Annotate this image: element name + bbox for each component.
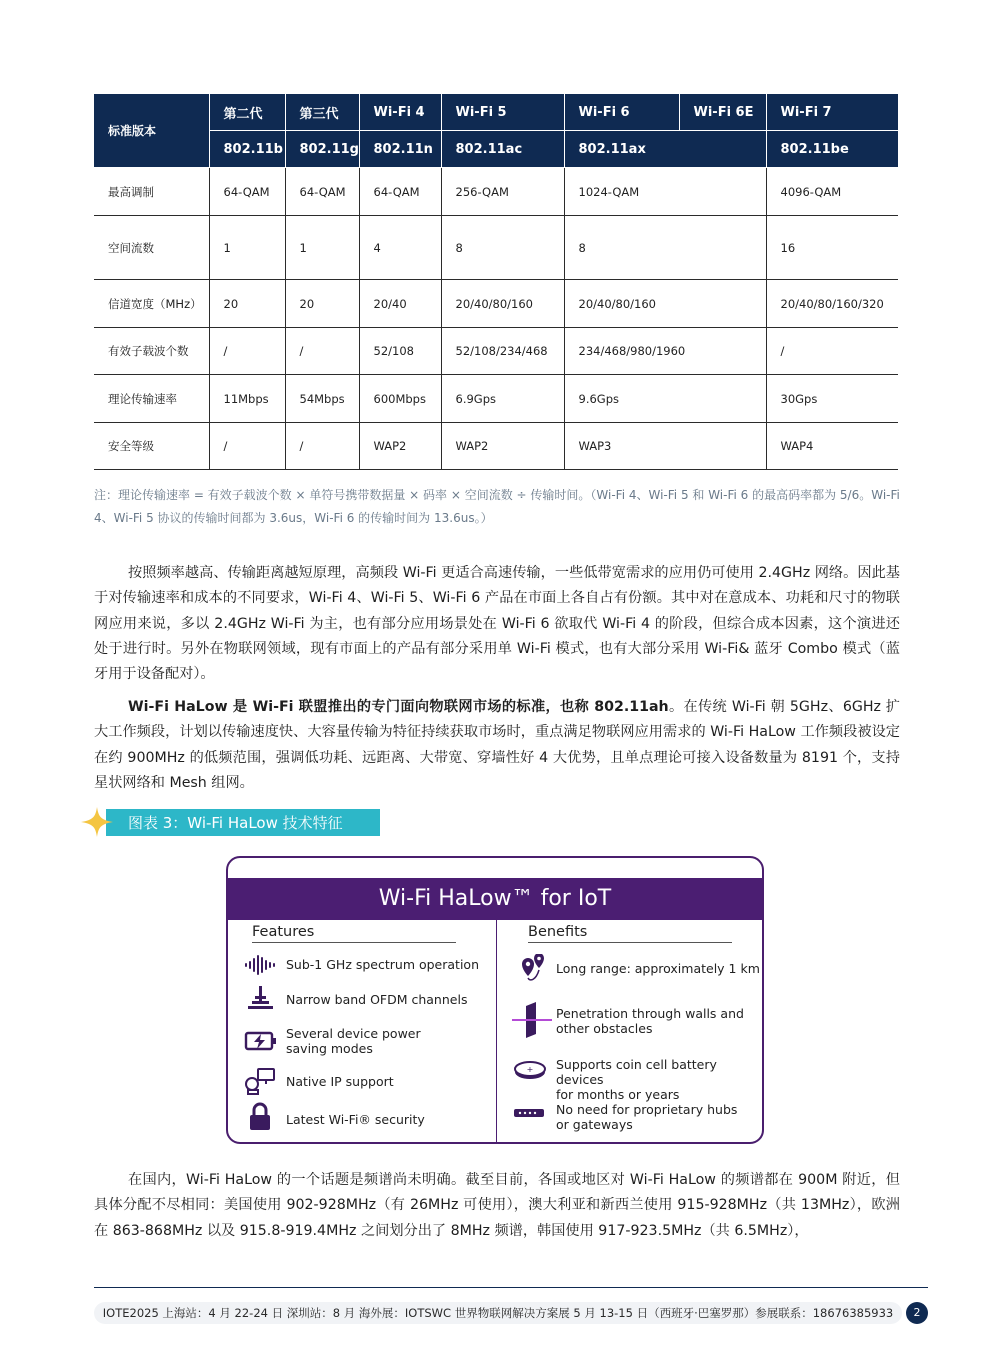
feature-power-saving [286, 1026, 421, 1056]
table-row [94, 216, 898, 280]
benefit-penetration-line2: other obstacles [556, 1021, 653, 1036]
table-row [94, 280, 898, 328]
table-cell: 54Mbps [285, 375, 359, 423]
table-cell: 64-QAM [285, 168, 359, 216]
table-cell: 20/40 [359, 280, 441, 328]
feature-power-saving-line2: saving modes [286, 1041, 373, 1056]
table-cell: 1 [285, 216, 359, 280]
paragraph-wifi-bands: 按照频率越高、传输距离越短原理，高频段 Wi-Fi 更适合高速传输，一些低带宽需求的应用仍可使用 2.4GHz 网络。因此基于对传输速率和成本的不同要求，Wi-Fi 4、Wi-Fi 5、Wi-Fi 6 产品在市面上各自占有份额。其中对在意成本、功耗和尺寸的物联网应用来说，多以 2.4GHz Wi-Fi 为主，也有部分应用场景处在 Wi-Fi 6 欲取代 Wi-Fi 4 的阶段，但综合成本因素，这个演进还处于进行时。另外在物联网领域，现有市面上的产品有部分采用单 Wi-Fi 模式，也有大部分采用 Wi-Fi& 蓝牙 Combo 模式（蓝牙用于设备配对）。 [94, 565, 900, 683]
features-title: Features [252, 924, 456, 943]
wifi-standards-table [94, 94, 898, 470]
protocol-80211g: 802.11g [285, 131, 359, 168]
table-cell: 64-QAM [359, 168, 441, 216]
footer-divider [94, 1287, 928, 1288]
paragraph-halow-spectrum: 在国内，Wi-Fi HaLow 的一个话题是频谱尚未明确。截至目前，各国或地区对 Wi-Fi HaLow 的频谱都在 900M 附近，但具体分配不尽相同：美国使用 902-928MHz（有 26MHz 可使用），澳大利亚和新西兰使用 915-928MHz（共 13MHz），欧洲在 863-868MHz 以及 915.8-919.4MHz 之间划分出了 8MHz 频谱，韩国使用 917-923.5MHz（共 6.5MHz）， [94, 1172, 900, 1239]
header-gen-2: 第二代 [209, 94, 285, 131]
table-cell: 234/468/980/1960 [564, 328, 766, 375]
feature-ofdm: Narrow band OFDM channels [286, 992, 468, 1007]
table-cell: 30Gps [766, 375, 898, 423]
table-cell: WAP4 [766, 423, 898, 470]
spectrum-icon [244, 954, 278, 976]
table-row [94, 328, 898, 375]
table-cell: 600Mbps [359, 375, 441, 423]
table-cell: 20/40/80/160 [441, 280, 564, 328]
table-cell: 20 [209, 280, 285, 328]
table-cell: 52/108 [359, 328, 441, 375]
halow-banner-title: Wi-Fi HaLow™ for IoT [228, 878, 762, 920]
table-cell: 64-QAM [209, 168, 285, 216]
protocol-80211n: 802.11n [359, 131, 441, 168]
header-wifi6: Wi-Fi 6 [564, 94, 679, 131]
benefit-no-hubs-line2: or gateways [556, 1117, 633, 1132]
row-label: 空间流数 [94, 216, 209, 280]
table-cell: 9.6Gps [564, 375, 766, 423]
benefit-penetration-line1: Penetration through walls and [556, 1006, 744, 1021]
table-cell: 11Mbps [209, 375, 285, 423]
table-row [94, 423, 898, 470]
row-label: 最高调制 [94, 168, 209, 216]
benefits-title: Benefits [528, 924, 732, 943]
benefit-long-range: Long range: approximately 1 km [556, 961, 760, 976]
table-cell: WAP2 [359, 423, 441, 470]
halow-intro-rest: 。在传统 Wi-Fi 朝 5GHz、6GHz 扩大工作频段，计划以传输速度快、大容量传输为特征持续获取市场时，重点满足物联网应用需求的 Wi-Fi HaLow 工作频段被设定在约 900MHz 的低频范围，强调低功耗、远距离、大带宽、穿墙性好 4 大优势，且单点理论可接入设备数量为 8191 个，支持星状网络和 Mesh 组网。 [94, 699, 900, 791]
table-cell: WAP2 [441, 423, 564, 470]
table-cell: 20/40/80/160/320 [766, 280, 898, 328]
figure-label [80, 806, 380, 838]
table-cell: 4096-QAM [766, 168, 898, 216]
network-ip-icon [244, 1066, 278, 1096]
feature-power-saving-line1: Several device power [286, 1026, 421, 1041]
table-cell: / [766, 328, 898, 375]
paragraph-halow-intro [94, 695, 900, 796]
table-cell: / [209, 423, 285, 470]
hub-icon [512, 1106, 546, 1120]
table-cell: WAP3 [564, 423, 766, 470]
table-cell: 8 [564, 216, 766, 280]
table-cell: 256-QAM [441, 168, 564, 216]
benefit-penetration [556, 1006, 744, 1036]
table-row [94, 168, 898, 216]
feature-security: Latest Wi-Fi® security [286, 1112, 425, 1127]
header-wifi4: Wi-Fi 4 [359, 94, 441, 131]
coin-cell-icon [512, 1058, 548, 1082]
benefit-coin-cell-line1: Supports coin cell battery devices [556, 1057, 717, 1087]
halow-bold-lead: Wi-Fi HaLow 是 Wi-Fi 联盟推出的专门面向物联网市场的标准，也称 802.11ah [128, 699, 669, 715]
row-label: 理论传输速率 [94, 375, 209, 423]
benefit-coin-cell-line2: for months or years [556, 1087, 680, 1102]
table-cell: 16 [766, 216, 898, 280]
table-cell: / [285, 328, 359, 375]
table-row [94, 375, 898, 423]
protocol-80211ac: 802.11ac [441, 131, 564, 168]
lock-icon [246, 1102, 274, 1132]
row-label: 信道宽度（MHz） [94, 280, 209, 328]
ofdm-icon [246, 984, 276, 1012]
figure-label-text: 图表 3：Wi-Fi HaLow 技术特征 [128, 814, 343, 832]
header-wifi5: Wi-Fi 5 [441, 94, 564, 131]
column-divider [496, 920, 497, 1144]
table-cell: 1024-QAM [564, 168, 766, 216]
protocol-80211ax: 802.11ax [564, 131, 766, 168]
table-note: 注：理论传输速率 = 有效子载波个数 × 单符号携带数据量 × 码率 × 空间流数 ÷ 传输时间。（Wi-Fi 4、Wi-Fi 5 和 Wi-Fi 6 的最高码率都为 5/6。Wi-Fi 4、Wi-Fi 5 协议的传输时间都为 3.6us，Wi-Fi 6 的传输时间为 13.6us。） [94, 488, 900, 525]
wall-penetration-icon [510, 1000, 554, 1038]
table-cell: 1 [209, 216, 285, 280]
table-cell: 20 [285, 280, 359, 328]
feature-spectrum: Sub-1 GHz spectrum operation [286, 957, 479, 972]
header-wifi7: Wi-Fi 7 [766, 94, 898, 131]
header-wifi6e: Wi-Fi 6E [679, 94, 766, 131]
protocol-80211be: 802.11be [766, 131, 898, 168]
row-label: 有效子载波个数 [94, 328, 209, 375]
row-label: 安全等级 [94, 423, 209, 470]
location-pins-icon [514, 954, 548, 986]
header-gen-3: 第三代 [285, 94, 359, 131]
benefit-no-hubs-line1: No need for proprietary hubs [556, 1102, 738, 1117]
sparkle-star-icon [80, 806, 114, 838]
battery-power-icon [244, 1028, 278, 1054]
protocol-80211b: 802.11b [209, 131, 285, 168]
benefit-coin-cell [556, 1057, 762, 1102]
table-cell: / [209, 328, 285, 375]
footer-exhibition-info: IOTE2025 上海站：4 月 22-24 日 深圳站：8 月 海外展：IOTSWC 世界物联网解决方案展 5 月 13-15 日（西班牙·巴塞罗那）参展联系：18676385933 [94, 1302, 902, 1324]
svg-text:+: + [526, 1065, 534, 1074]
table-cell: 52/108/234/468 [441, 328, 564, 375]
header-standard-version: 标准版本 [94, 94, 209, 168]
table-cell: / [285, 423, 359, 470]
feature-native-ip: Native IP support [286, 1074, 394, 1089]
table-cell: 8 [441, 216, 564, 280]
benefit-no-hubs [556, 1102, 737, 1132]
table-cell: 20/40/80/160 [564, 280, 766, 328]
page-number: 2 [906, 1302, 928, 1324]
table-cell: 4 [359, 216, 441, 280]
halow-features-figure [226, 856, 764, 1144]
table-cell: 6.9Gps [441, 375, 564, 423]
